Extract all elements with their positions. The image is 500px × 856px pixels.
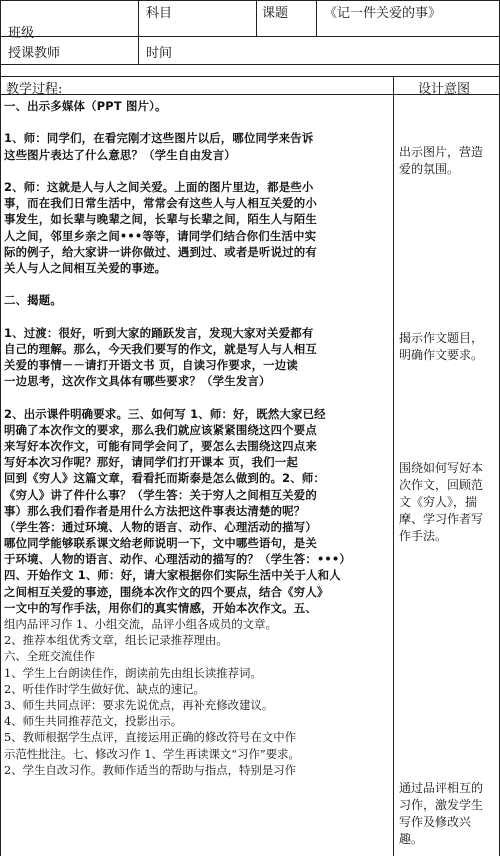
- process-line: 2、师：这就是人与人之间关爱。上面的图片里边，都是些小: [4, 179, 314, 194]
- table-border-top: [0, 0, 500, 1]
- time-label: 时间: [146, 46, 173, 61]
- process-line: 之间相互关爱的事迹，围绕本次作文的四个要点，结合《穷人》: [4, 584, 329, 599]
- process-line: 回到《穷人》这篇文章，看看托而斯泰是怎么做到的。2、师：: [4, 471, 326, 486]
- intent-3: 围绕如何写好本次作文，回顾范文《穷人》，揣摩、学习作者写作手法。: [399, 461, 484, 543]
- process-line: 际的例子，给大家讲一讲你做过、遇到过、或者是听说过的有: [4, 244, 317, 259]
- process-line: 组内品评习作 1、小组交流，品评小组各成员的文章。: [4, 617, 277, 631]
- process-line: 二、揭题。: [4, 293, 62, 308]
- process-body: [4, 98, 392, 778]
- class-label: 班级: [8, 26, 35, 41]
- process-label: 教学过程:: [6, 82, 63, 97]
- process-line: 明确了本次作文的要求，那么我们就应该紧紧围绕这四个要点: [4, 422, 317, 437]
- process-line: 《穷人》讲了件什么事？（学生答：关于穷人之间相互关爱的: [4, 487, 317, 502]
- subject-label: 科目: [146, 6, 173, 21]
- header-col-divider-1: [138, 0, 139, 64]
- process-line: 1、学生上台朗读佳作，朗读前先由组长读推荐词。: [4, 665, 262, 680]
- process-line: 1、过渡：很好，听到大家的踊跃发言，发现大家对关爱都有: [4, 325, 314, 340]
- process-line: [4, 389, 392, 405]
- process-line: 四、开始作文 1、师：好，请大家根据你们实际生活中关于人和人: [4, 568, 341, 583]
- process-line: [4, 276, 392, 292]
- process-line: [4, 163, 392, 179]
- intent-2: 揭示作文题目，明确作文要求。: [399, 331, 484, 362]
- process-line: 人之间，邻里乡亲之间•••等等，请同学们结合你们生活中实: [4, 228, 317, 243]
- process-line: 2、推荐本组优秀文章，组长记录推荐理由。: [4, 633, 228, 648]
- header-col-divider-2: [256, 0, 257, 36]
- table-border-left: [0, 0, 1, 856]
- process-line: （学生答：通过环境、人物的语言、动作、心理活动的描写）: [4, 519, 317, 534]
- process-line: 六、全班交流佳作: [4, 649, 96, 664]
- process-line: 这些图片表达了什么意思？（学生自由发言）: [4, 147, 236, 162]
- body-col-divider: [393, 76, 394, 856]
- process-line: 来写好本次作文，可能有同学会问了，要怎么去围绕这四点来: [4, 438, 317, 453]
- intent-1: 出示图片，营造爱的氛围。: [399, 145, 484, 176]
- intent-label: 设计意图: [418, 82, 471, 97]
- topic-value: 《记一件关爱的事》: [324, 6, 442, 21]
- process-line: [4, 114, 392, 130]
- process-line: 一文中的写作手法，用你们的真实情感，开始本次作文。五、: [4, 600, 317, 615]
- process-line: 事，而在我们日常生活中，常常会有这些人与人相互关爱的小: [4, 196, 317, 211]
- process-line: 哪位同学能够联系课文给老师说明一下，文中哪些语句，是关: [4, 536, 317, 551]
- process-line: 写好本次习作呢？那好，请同学们打开课本 页，我们一起: [4, 455, 298, 470]
- process-line: 1、师：同学们，在看完刚才这些图片以后，哪位同学来告诉: [4, 131, 314, 146]
- process-line: 2、听佳作时学生做好优、缺点的速记。: [4, 681, 205, 696]
- teacher-label: 授课教师: [8, 46, 61, 61]
- process-line: 4、师生共同推荐范文，投影出示。: [4, 714, 183, 729]
- intent-4: 通过品评相互的习作，激发学生写作及修改兴趣。: [399, 781, 484, 846]
- process-line: [4, 308, 392, 324]
- process-line: 关人与人之间相互关爱的事迹。: [4, 260, 167, 275]
- process-line: 自己的理解。那么，今天我们要写的作文，就是写人与人相互: [4, 341, 317, 356]
- process-line: 2、学生自改习作。教师作适当的帮助与指点，特别是习作: [4, 762, 297, 777]
- process-line: 一、出示多媒体（PPT 图片）。: [4, 99, 167, 113]
- header-col-divider-3: [316, 0, 317, 36]
- header-row-bottom: [0, 64, 500, 65]
- topic-label: 课题: [262, 6, 289, 21]
- process-line: 5、教师根据学生点评，直接运用正确的修改符号在文中作: [4, 730, 297, 745]
- process-line: 事）那么我们看作者是用什么方法把这件事表达清楚的呢？: [4, 503, 306, 518]
- columns-row-top: [0, 76, 500, 77]
- process-line: 关爱的事情－－请打开语文书 页，自读习作要求，一边读: [4, 358, 298, 372]
- header-row-divider: [0, 36, 500, 37]
- process-line: 事发生，如长辈与晚辈之间，长辈与长辈之间，陌生人与陌生: [4, 212, 317, 227]
- process-line: 3、师生共同点评：要求先说优点，再补充修改建议。: [4, 697, 274, 712]
- process-line: 于环境、人物的语言、动作、心理活动的描写的？（学生答：•••）: [4, 552, 351, 567]
- process-line: 2、出示课件明确要求。三、如何写 1、师：好，既然大家已经: [4, 406, 326, 421]
- process-line: 示范性批注。七、修改习作 1、学生再读课文“习作”要求。: [4, 746, 300, 761]
- process-line: 一边思考，这次作文具体有哪些要求？（学生发言）: [4, 374, 271, 389]
